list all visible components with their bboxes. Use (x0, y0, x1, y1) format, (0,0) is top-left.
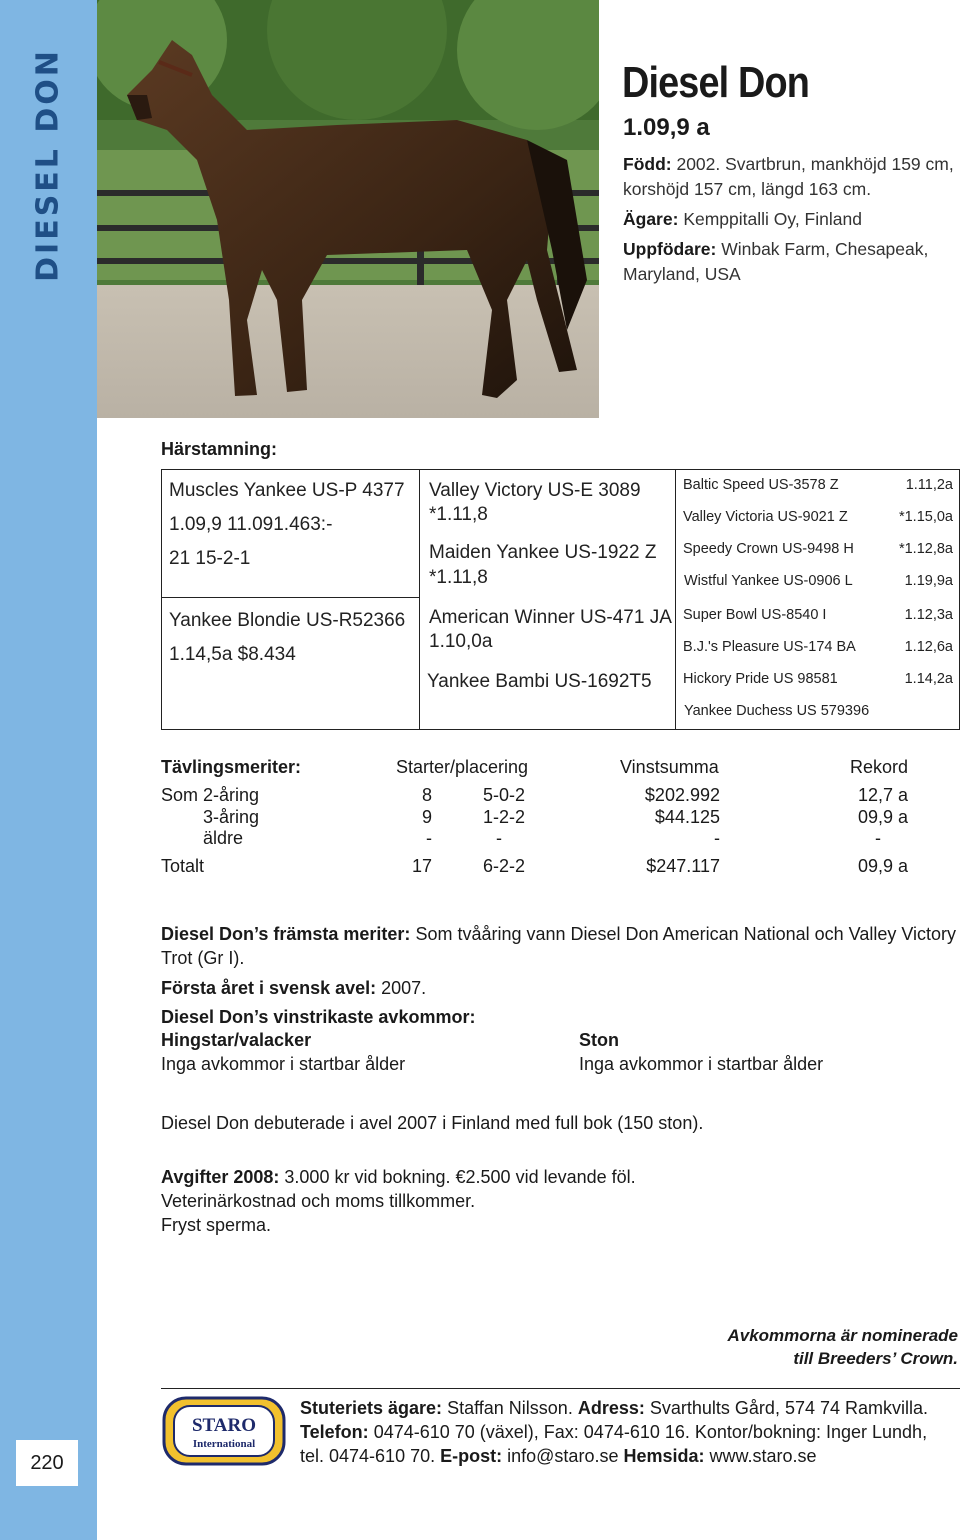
footer-address-label: Adress: (577, 1398, 645, 1418)
owner-text: Kemppitalli Oy, Finland (683, 209, 862, 229)
vertical-title: DIESEL DON (30, 48, 66, 282)
stallions-text: Inga avkommor i startbar ålder (161, 1054, 406, 1074)
merit-row-label: äldre (203, 828, 244, 848)
nominated-note (727, 1324, 958, 1370)
gen3-record: 1.12,6a (904, 639, 953, 655)
pedigree-label: Härstamning: (161, 439, 278, 459)
horse-record: 1.09,9 a (623, 114, 710, 141)
offspring-heading: Diesel Don’s vinstrikaste avkommor: (161, 1007, 476, 1027)
staro-logo (162, 1396, 286, 1466)
merit-row-placings: 5-0-2 (483, 785, 526, 805)
merits-header: Tävlingsmeriter: (161, 757, 302, 777)
offspring-label (161, 1005, 960, 1029)
divider (419, 470, 420, 729)
stallions-label (161, 1028, 541, 1052)
merits-text: Som tvååring vann Diesel Don American National och Valley Victory Trot (Gr I). (161, 924, 957, 968)
merit-row-label: Som 2-åring (161, 785, 260, 805)
born-label: Född: (623, 154, 672, 174)
footer-web[interactable]: www.staro.se (709, 1446, 817, 1466)
vet-text: Veterinärkostnad och moms tillkommer. (161, 1191, 476, 1211)
gen3-name: Valley Victoria US-9021 Z (683, 509, 848, 525)
sire-starts: 21 15-2-1 (169, 548, 251, 569)
owner-label: Ägare: (623, 209, 679, 229)
footer-phone-label: Telefon: (300, 1422, 369, 1442)
merit-row-label: 3-åring (203, 807, 260, 827)
merit-row-record: 09,9 a (857, 807, 908, 827)
merit-total-placings: 6-2-2 (483, 856, 526, 876)
horse-photo (97, 0, 599, 418)
gen3-record: 1.11,2a (905, 477, 953, 493)
record-header: Rekord (850, 757, 909, 777)
dam-name: Yankee Blondie US-R52366 (169, 610, 406, 631)
dam-record: 1.14,5a $8.434 (169, 644, 296, 665)
footer-contact (300, 1396, 955, 1468)
horse-name: Diesel Don (622, 58, 809, 107)
merit-total-label: Totalt (161, 856, 205, 876)
gen3-name: Baltic Speed US-3578 Z (683, 477, 839, 493)
sire-name: Muscles Yankee US-P 4377 (169, 480, 405, 501)
first-year-label: Första året i svensk avel: (161, 978, 377, 998)
gen3-name: B.J.'s Pleasure US-174 BA (683, 639, 856, 655)
footer-phone: 0474-610 70 (växel), Fax: 0474-610 16. Kontor/bokning: Inger Lundh, tel. 0474-610 70. (300, 1422, 928, 1466)
first-year-value: 2007. (381, 978, 427, 998)
gen3-record: *1.12,8a (898, 541, 953, 557)
sidebar (0, 0, 97, 1540)
winnings-header: Vinstsumma (620, 757, 719, 777)
starts-header: Starter/placering (396, 757, 529, 777)
footer-owner-label: Stuteriets ägare: (300, 1398, 443, 1418)
frozen-text: Fryst sperma. (161, 1215, 272, 1235)
divider (162, 597, 420, 598)
page-number: 220 (16, 1440, 78, 1486)
merit-row-winnings: - (714, 828, 720, 848)
gen3-name: Yankee Duchess US 579396 (684, 703, 870, 719)
merit-row-placings: 1-2-2 (483, 807, 526, 827)
mares-heading: Ston (579, 1030, 619, 1050)
gen3-name: Hickory Pride US 98581 (683, 671, 838, 687)
horse-info (623, 152, 958, 292)
footer-email-label: E-post: (440, 1446, 503, 1466)
merits-paragraph (161, 922, 960, 970)
merit-total-winnings: $247.117 (646, 856, 720, 876)
debut-text: Diesel Don debuterade i avel 2007 i Finland med full bok (150 ston). (161, 1113, 704, 1133)
sire-record: 1.09,9 11.091.463:- (169, 514, 333, 535)
merit-row-winnings: $202.992 (644, 785, 720, 805)
gen2-record: *1.11,8 (429, 504, 488, 525)
merit-row-starts: 8 (421, 785, 432, 805)
footer-address: Svarthults Gård, 574 74 Ramkvilla. (649, 1398, 929, 1418)
logo-subtext: International (192, 1438, 256, 1450)
gen2-record: *1.11,8 (429, 567, 488, 588)
gen3-name: Super Bowl US-8540 I (683, 607, 827, 623)
footer-email[interactable]: info@staro.se (507, 1446, 619, 1466)
merit-row-starts: - (426, 828, 432, 848)
footer-owner: Staffan Nilsson. (447, 1398, 573, 1418)
nominated-line-1: Avkommorna är nominerade (727, 1326, 958, 1345)
merit-row-record: 12,7 a (857, 785, 908, 805)
gen2-name: Valley Victory US-E 3089 (429, 480, 641, 501)
fees-label: Avgifter 2008: (161, 1167, 280, 1187)
merit-row-winnings: $44.125 (654, 807, 720, 827)
gen2-name: Yankee Bambi US-1692T5 (427, 671, 652, 692)
pedigree-table (161, 469, 960, 730)
footer-divider (161, 1388, 960, 1389)
gen3-record: *1.15,0a (898, 509, 953, 525)
stallions-heading: Hingstar/valacker (161, 1030, 312, 1050)
gen2-record: 1.10,0a (429, 631, 493, 652)
gen3-record: 1.19,9a (904, 573, 953, 589)
gen3-record: 1.14,2a (904, 671, 953, 687)
merit-row-record: - (875, 828, 881, 848)
fees-text: 3.000 kr vid bokning. €2.500 vid levande föl. (284, 1167, 636, 1187)
merits-label: Diesel Don’s främsta meriter: (161, 924, 411, 944)
footer-web-label: Hemsida: (623, 1446, 705, 1466)
breeder-label: Uppfödare: (623, 239, 717, 259)
logo-text: STARO (191, 1415, 257, 1436)
gen2-name: American Winner US-471 JA (429, 607, 672, 628)
gen3-name: Speedy Crown US-9498 H (683, 541, 854, 557)
merit-total-record: 09,9 a (857, 856, 908, 876)
divider (675, 470, 676, 729)
mares-text: Inga avkommor i startbar ålder (579, 1054, 824, 1074)
nominated-line-2: till Breeders’ Crown. (793, 1349, 958, 1368)
fees (161, 1165, 960, 1189)
gen2-name: Maiden Yankee US-1922 Z (429, 542, 657, 563)
born-text: 2002. Svartbrun, mankhöjd 159 cm, korshöjd 157 cm, längd 163 cm. (623, 154, 954, 199)
first-year (161, 976, 960, 1000)
gen3-record: 1.12,3a (904, 607, 953, 623)
gen3-name: Wistful Yankee US-0906 L (684, 573, 853, 589)
breeder-text: Winbak Farm, Chesapeak, Maryland, USA (623, 239, 929, 284)
merit-row-starts: 9 (421, 807, 432, 827)
merit-row-placings: - (496, 828, 502, 848)
merit-total-starts: 17 (411, 856, 432, 876)
mares-label (579, 1028, 959, 1052)
